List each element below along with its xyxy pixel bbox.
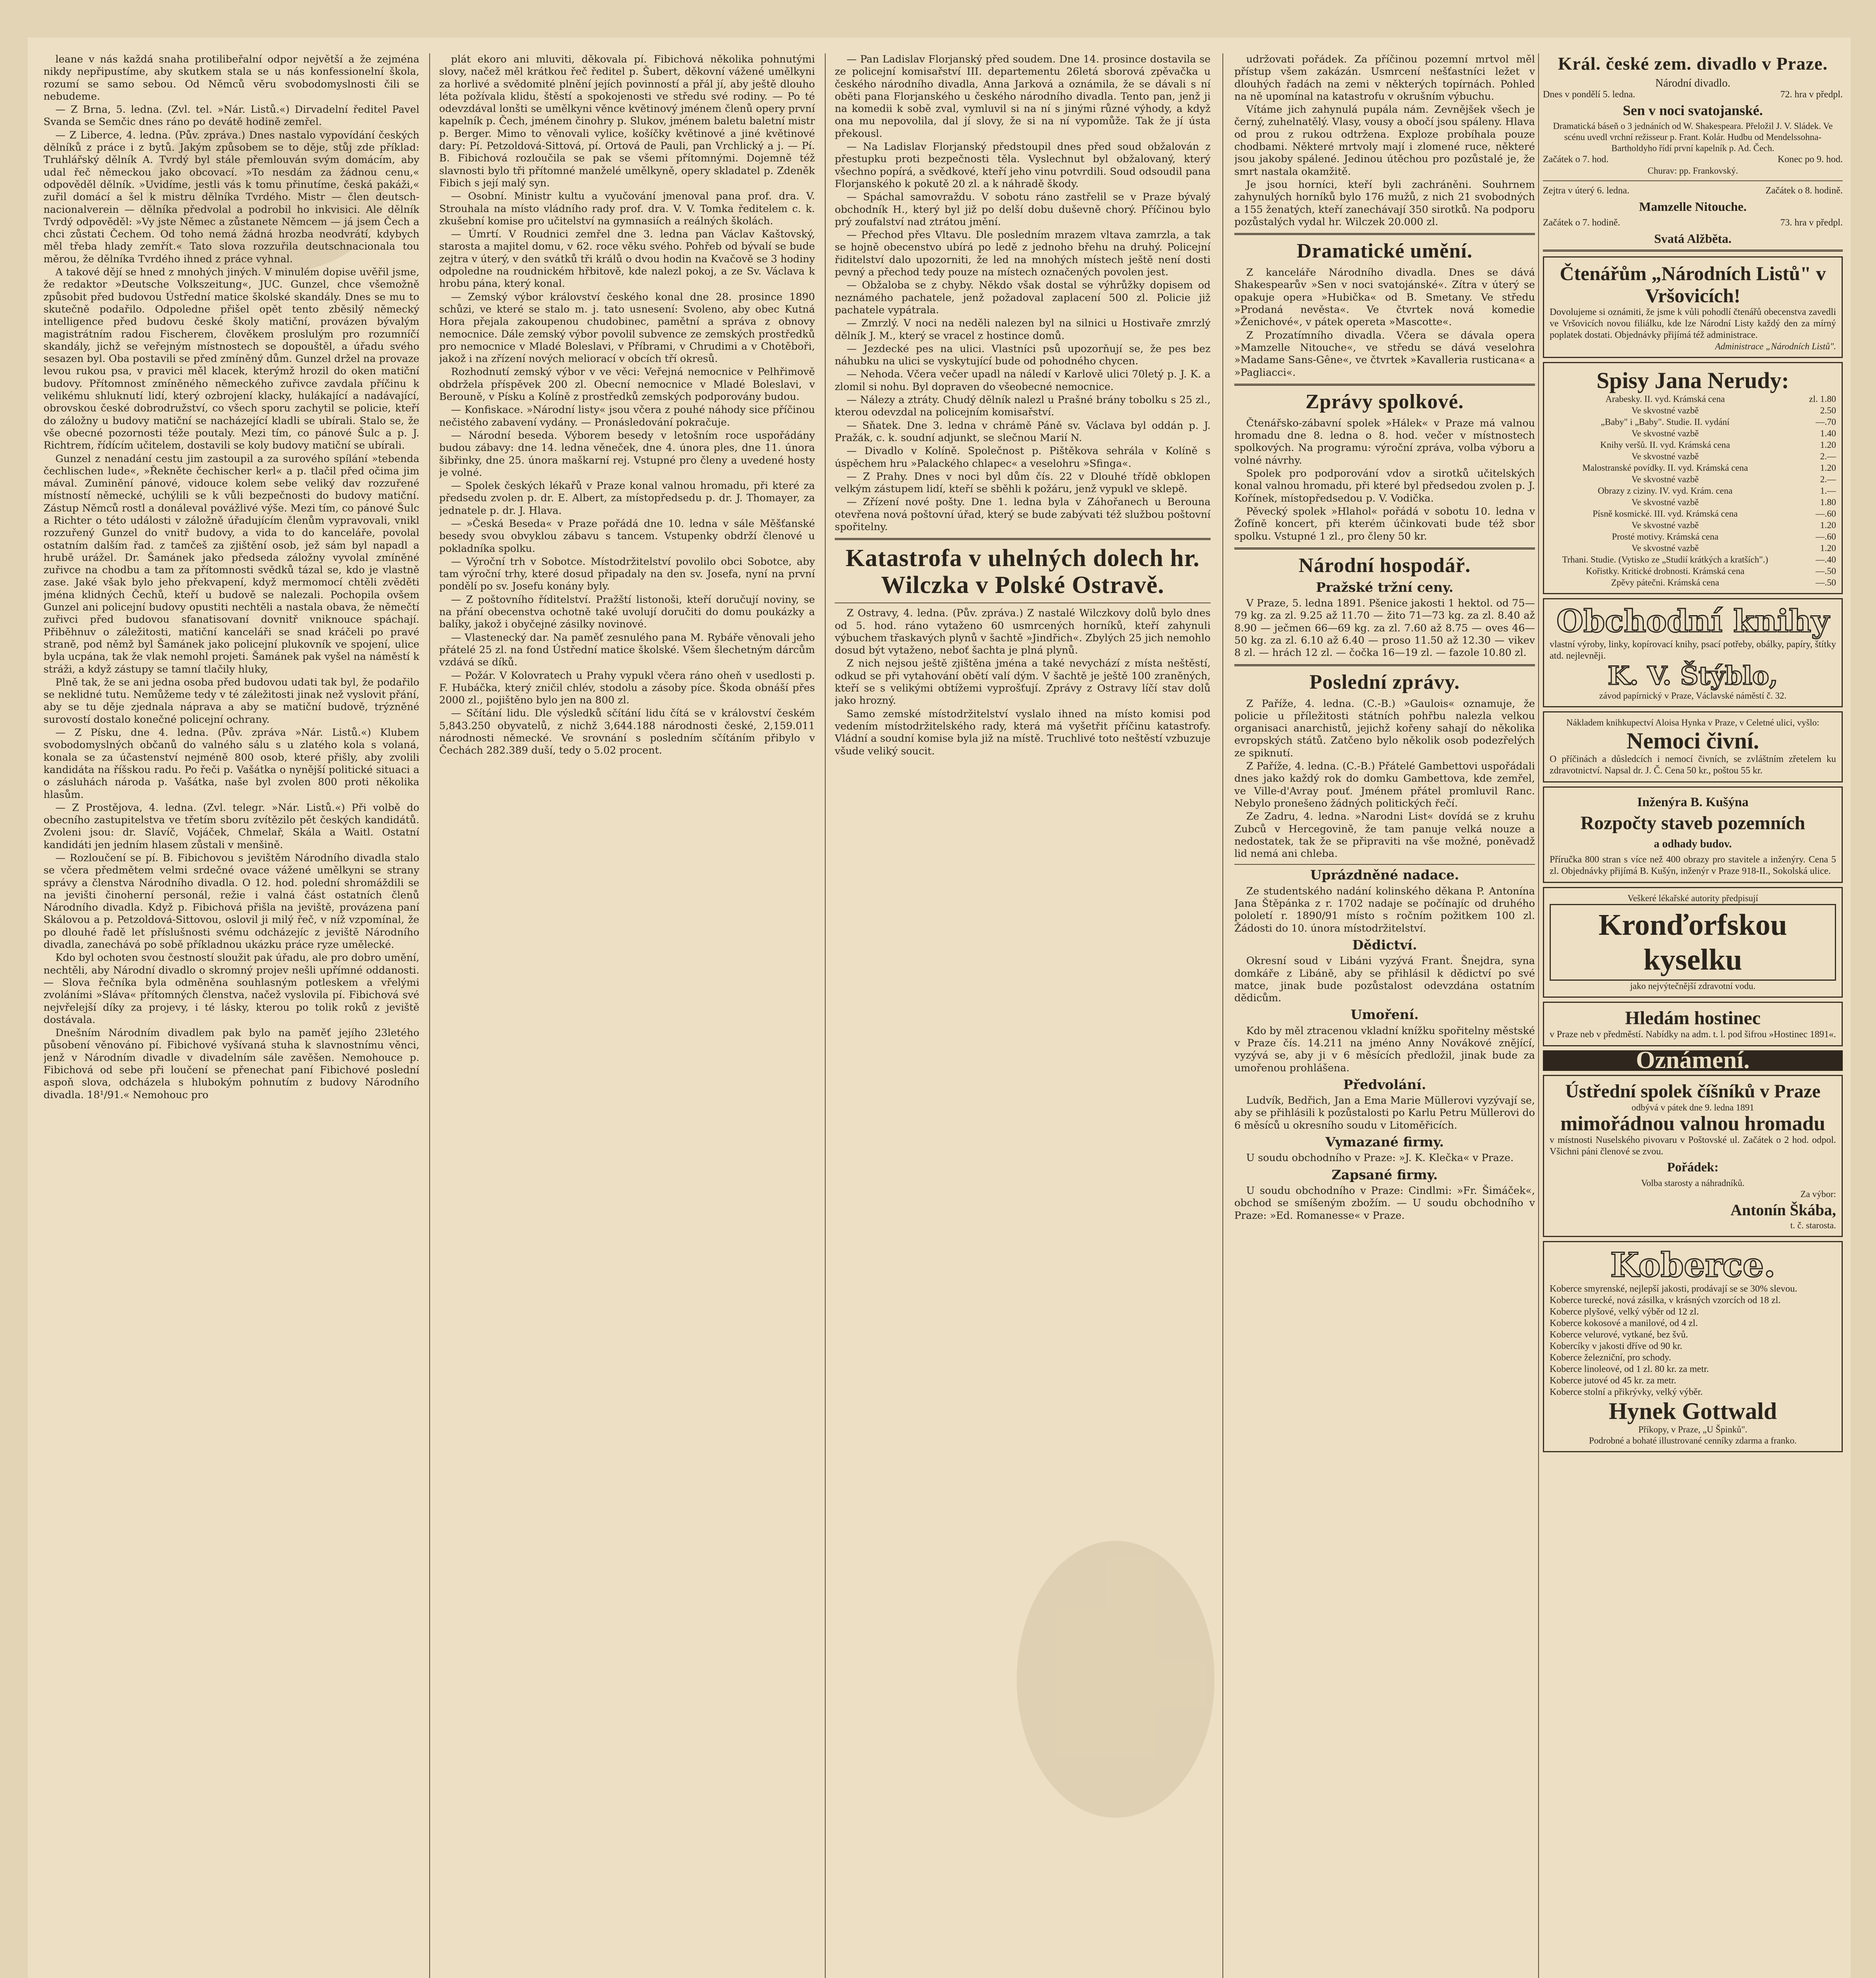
article-paragraph: Kdo by měl ztracenou vkladní knížku spořitelny městské v Praze čís. 14.211 na jméno Anny Novákové znějící, vyzývá se, aby ji v 6 měsících předložil, jinak bude za umořenou prohlášena. [1234,1025,1535,1074]
zapsane-heading: Zapsané firmy. [1331,1167,1438,1182]
article-paragraph: — Přechod přes Vltavu. Dle posledním mrazem vltava zamrzla, a tak se hojně obecenstvo ubírá po ledě z jednoho břehu na druhý. Policejní řiditelství dalo upozorniti, že led na mnohých místech ještě není dosti pevný a přechod tedy pouze na místech označených povolen jest. [835,229,1211,279]
price-label: Ve skvostné vazbě [1632,474,1699,484]
theatre-end: Konec po 9. hod. [1777,154,1843,165]
article-paragraph: Pěvecký spolek »Hlahol« pořádá v sobotu 10. ledna v Žofíně koncert, při kterém účinkovati bude též sbor spolku. Vstupné 1 zl., pro členy 50 kr. [1234,505,1535,542]
ctenarum-title: Čtenářům „Národních Listů" v Vršovicích! [1560,262,1826,307]
spolek-subtitle: odbývá v pátek dne 9. ledna 1891 [1632,1102,1754,1112]
koberce-item: Koberce jutové od 45 kr. za metr. [1550,1376,1676,1386]
theatre-actor: Churav: pp. Frankovský. [1647,166,1738,176]
article-paragraph: Z Paříže, 4. ledna. (C.-B.) Přátelé Gambettovi uspořádali dnes jako každý rok do domku Gambettova, kde zemřel, ve Ville-d'Avray pouť. Jménem přátel promluvil Ranc. Nebylo pronešeno žádných politických řečí. [1234,760,1535,809]
price-label: Obrazy z ciziny. IV. vyd. Krám. cena [1597,485,1733,496]
hostinec-title: Hledám hostinec [1625,1008,1761,1029]
price-row [1550,485,1836,496]
dramaticke-heading: Dramatické umění. [1296,240,1473,263]
article-paragraph: — Z Brna, 5. ledna. (Zvl. tel. »Nár. Listů.«) Dirvadelní ředitel Pavel Svanda se Semčic dnes ráno po devátě hodině zemřel. [44,104,419,128]
hromada-title: mimořádnou valnou hromadu [1560,1112,1825,1135]
article-paragraph: — Osobní. Ministr kultu a vyučování jmenoval pana prof. dra. V. Strouhala na místo vládního rady prof. dra. V. V. Tomka ředitelem c. k. zkušební komise pro učitelství na gymnasiích a reálných školách. [439,190,815,227]
price-label: Ve skvostné vazbě [1632,520,1699,530]
oznameni-banner: Oznámení. [1543,1050,1843,1070]
kyselka-subtitle: jako nejvýtečnější zdravotní vodu. [1630,981,1756,991]
koberce-list [1550,1283,1836,1398]
koberce-title: Koberce. [1610,1245,1776,1285]
price-value: —.40 [1815,554,1836,565]
section-rule [1543,250,1843,252]
news-subcolumn [1234,53,1535,1978]
article-paragraph: — Zmrzlý. V noci na neděli nalezen byl na silnici u Hostivaře zmrzlý dělník J. M., který se vracel z hostince domů. [835,317,1211,342]
hospodar-subheading: Pražské tržní ceny. [1316,579,1453,595]
price-label: Arabesky. II. vyd. Krámská cena [1605,394,1725,404]
article-paragraph: Ze Zadru, 4. ledna. »Narodni List« dovídá se z kruhu Zubců v Hercegovině, že tam panuje velká nouze a nedostatek, tak že se připraviti na vše možné, poněvadž lid nemá ani chleba. [1234,811,1535,860]
lekar-line: Veškeré lékařské autority předpisují [1627,893,1759,904]
article-paragraph: udržovati pořádek. Za příčinou pozemní mrtvol měl přístup všem zakázán. Usmrcení nešťastníci ležet v dlouhých řadách na zemi v některých topírnách. Pohled na ně upomínal na katastrofu v okrušním výbuchu. [1234,53,1535,102]
theatre-start: Začátek o 7. hod. [1543,154,1609,165]
price-label: Prosté motivy. Krámská cena [1612,531,1719,542]
article-paragraph: — Úmrtí. V Roudnici zemřel dne 3. ledna pan Václav Kaštovský, starosta a majitel domu, v 62. roce věku svého. Pohřeb od bývalí se bude zejtra v úterý, v den svátků tři králů o dvou hodin na Kvačově se 3 hodiny odpoledne na roudnickém hřbitově, kde nalezl pokoj, a ze Sv. Václava k hrobu pána, který konal. [439,228,815,290]
theatre-subtitle: Národní divadlo. [1655,77,1730,89]
price-row [1550,554,1836,565]
theatre-play: Sen v noci svatojanské. [1622,102,1763,118]
article-paragraph: Vítáme jich zahynulá pupála nám. Zevnějšek všech je černý, zuhelnatělý. Vlasy, vousy a obočí jsou spáleny. Hlava od prou z rukou odtržena. Exploze probíhala pouze chodbami. Některé mrtvoly mají i zlomené ruce, některé jsou jakoby spálené. Jedinou útěchou pro pozůstalé je, že smrt nastala okamžitě. [1234,104,1535,178]
neruda-title: Spisy Jana Nerudy: [1596,367,1789,393]
article-paragraph: Gunzel z nenadání cestu jim zastoupil a za surového spílání »tebenda čechlischen lude«, »Řekněte čechischer kerl« a p. tlačil před očima jim mával. Zuminění pánové, vidouce kolem sebe veliký dav rozzuřené místností německé, uchýlili se k vůli bezpečnosti do budovy matiční. Zástup Němců rostl a donáleval povážlivé výše. Mezi tím, co pánové Šulc a Richter o této události v záložně úřadujícím členům vypravovali, vnikl rozzuřený Gunzel do vnitř budovy, a vida to do kanceláře, povolal ostatním dalším řad. z tamčeš za zjištění osob, jež sám byl napadl a hrubě urážel. Dr. Šamánek jako předseda záložny vyvolal zmíněné zuřivce na chodbu a tam za přítomnosti svědků tázal se, kdo je vlastně zase. Jaké však bylo jeho překvapení, když mermomocí chtěli zvěděti jména klidných Čechů, kteří u budově se nalezali. Pochopila ovšem Gunzel ani policejní budovy opustiti nechtěli a nastala obava, že němečtí zuřivci před budovou sfanatisovaní dovnitř vniknouce spáchají. Přiběhnuv o záležitosti, matiční kanceláři se snad kráčeli po pravé straně, pod němž byl Šamánek jako policejní plukovník ve spojení, ulice byla ucpána, tak že vlak nemohl projeti. Šamánek pak vyšel na náměstí k stráži, a když zástupy se tamní tlačily hluky, [44,453,419,675]
price-row [1550,428,1836,439]
rozpocty-ad [1543,786,1843,883]
price-label: Ve skvostné vazbě [1632,428,1699,438]
styblo-address: závod papírnický v Praze, Václavské náměstí č. 32. [1599,690,1787,701]
hostinec-text: v Praze neb v předměstí. Nabídky na adm. t. l. pod šifrou »Hostinec 1891«. [1550,1029,1836,1040]
price-row [1550,508,1836,519]
spolek-ad [1543,1075,1843,1237]
price-label: Ve skvostné vazbě [1632,497,1699,507]
gottwald-note: Podrobné a bohaté illustrované cenníky zdarma a franko. [1589,1436,1797,1446]
price-label: Ve skvostné vazbě [1632,451,1699,461]
koberce-item: Koberce železniční, pro schody. [1550,1353,1671,1363]
price-value: 2.— [1820,474,1836,484]
hostinec-ad [1543,1002,1843,1046]
price-value: —.60 [1815,531,1836,542]
article-paragraph: — Z Prahy. Dnes v noci byl dům čís. 22 v Dlouhé třídě obklopen velkým zástupem lidí, kteří se sběhli k požáru, jenž vypukl ve sklepě. [835,470,1211,495]
article-paragraph: — Spáchal samovraždu. V sobotu ráno zastřelil se v Praze bývalý obchodník H., který byl již po delší dobu duševně chorý. Příčinou bylo prý zoufalství nad ztrátou jmění. [835,191,1211,228]
article-paragraph: Kdo byl ochoten svou čestností sloužit pak úřadu, ale pro dobro umění, nechtěli, aby Národní divadlo o skromný projev nešli upřímné oddanosti. — Slova řečníka byla odměněna souhlasným potleskem a vřelými zvoláními »Sláva« přítomných členstva, načež vyslovila pí. Fibichová své nejvřelejší díky za projevy, i té lásky, kterou po tolik roků z jeviště dostávala. [44,952,419,1026]
article-paragraph: V Praze, 5. ledna 1891. Pšenice jakosti 1 hektol. od 75—79 kg. za zl. 9.25 až 11.70 — žito 71—73 kg. za zl. 8.40 až 8.90 — ječmen 66—69 kg. za zl. 7.60 až 8.75 — oves 46—50 kg. za zl. 6.10 až 6.40 — proso 11.50 až 12.30 — vikev 8 zl. — hrách 12 zl. — čočka 16—19 zl. — fazole 10.80 zl. [1234,597,1535,659]
news-column-1 [44,53,419,1978]
koberce-item: Koberce plyšové, velký výběr od 12 zl. [1550,1307,1699,1317]
hromada-text: v místnosti Nuselského pivovaru v Poštovské ul. Začátek o 2 hod. odpol. Všichni páni členové se zvou. [1550,1135,1836,1157]
price-value: 1.— [1820,485,1836,496]
section-rule [835,538,1211,540]
article-paragraph: U soudu obchodního v Praze: Cindlmi: »Fr. Šimáček«, obchod se smíšeným zbožím. — U soudu obchodního v Praze: »Ed. Romanesse« v Praze. [1234,1184,1535,1222]
kyselka-title: Kronďorfskou kyselku [1550,904,1836,981]
price-row [1550,542,1836,554]
price-row [1550,531,1836,542]
article-paragraph: — Divadlo v Kolíně. Společnost p. Pištěkova sehrála v Kolíně s úspěchem hru »Palackého chlapec« a veselohru »Sfinga«. [835,445,1211,470]
poradek-heading: Pořádek: [1667,1160,1719,1175]
koberce-item: Koberce stolní a přikrývky, velký výběr. [1550,1387,1703,1398]
koberce-item: Koberce turecké, nová zásilka, v krásných vzorcích od 18 zl. [1550,1295,1781,1306]
column-rule [825,53,826,1978]
price-row [1550,439,1836,451]
price-row [1550,474,1836,485]
katastrofa-heading: Katastrofa v uhelných dolech hr. Wilczka v Polské Ostravě. [845,545,1200,599]
article-paragraph: Čtenářsko-zábavní spolek »Hálek« v Praze má valnou hromadu dne 8. ledna o 8. hod. večer v místnostech spolkových. Na programu: výroční zpráva, volba výboru a volné návrhy. [1234,417,1535,466]
article-paragraph: Okresní soud v Libáni vyzývá Frant. Šnejdra, syna domkáře z Libáně, aby se přihlásil k dědictví po své matce, jinak bude pozůstalost odevzdána ostatním dědicům. [1234,955,1535,1004]
article-paragraph: — Spolek českých lékařů v Praze konal valnou hromadu, při které za předsedu zvolen p. dr. E. Albert, za místopředsedu p. dr. J. Thomayer, za jednatele p. dr. J. Hlava. [439,480,815,517]
price-row [1550,405,1836,416]
price-value: 2.50 [1820,405,1836,415]
theatre-play: Svatá Alžběta. [1654,231,1732,246]
article-paragraph: — »Česká Beseda« v Praze pořádá dne 10. ledna v sále Měšťanské besedy svou obvyklou zábavu s tancem. Vstupenky obdrží členové u pokladníka spolku. [439,517,815,555]
article-paragraph: Z kanceláře Národního divadla. Dnes se dává Shakespearův »Sen v noci svatojánské«. Zítra v úterý se opakuje opera »Hubička« od B. Smetany. Ve středu »Prodaná nevěsta«. Ve čtvrtek nová komedie »Ženichové«, v pátek opereta »Mascotte«. [1234,267,1535,328]
koberce-item: Koberce velurové, vytkané, bez švů. [1550,1330,1688,1340]
article-paragraph: Z Paříže, 4. ledna. (C.-B.) »Gaulois« oznamuje, že policie u příležitosti státních pohřbu nalezla velkou organisaci anarchistů, jejichž kořeny sahají do několika evropských států. Zatčeno bylo několik osob podezřelých ze spiknutí. [1234,697,1535,759]
price-value: 1.20 [1820,462,1836,473]
article-paragraph: — Požár. V Kolovratech u Prahy vypukl včera ráno oheň v usedlosti p. F. Hubáčka, který zničil chlév, stodolu a zásoby píce. Škoda obnáší přes 2000 zl., pojištěno bylo jen na 800 zl. [439,669,815,707]
price-value: 1.80 [1820,497,1836,507]
theatre-description: Dramatická báseň o 3 jednáních od W. Shakespeara. Přeložil J. V. Sládek. Ve scénu uvedl vrchní režisseur p. Frant. Kolár. Hudbu od Mendelssohna-Bartholdyho řídí první kapelník p. Ad. Čech. [1553,121,1833,153]
article-paragraph: Je jsou horníci, kteří byli zachráněni. Souhrnem zahynulých horníků bylo 176 mužů, z nich 21 svobodných a 155 ženatých, kteří zanechávají 350 sirotků. Na podporu pozůstalých vydal hr. Wilczek 20.000 zl. [1234,178,1535,228]
article-paragraph: — Nálezy a ztráty. Chudý dělník nalezl u Prašné brány tobolku s 25 zl., kterou odevzdal na policejním komisařství. [835,394,1211,419]
column-rule [1222,53,1223,1978]
article-paragraph: — Na Ladislav Florjanský předstoupil dnes před soud obžalován z přestupku proti bezpečnosti těla. Vyslechnut byl obžalovaný, který všechno popírá, a svědkové, kteří jeho vinu potvrdili. Soud odsoudil pana Florjanského k pokutě 20 zl. a k náhradě škody. [835,141,1211,190]
nemoci-title: Nemoci čivní. [1626,728,1759,754]
umoreni-heading: Umoření. [1350,1007,1419,1023]
neruda-price-list [1550,393,1836,588]
obchodni-text: vlastní výroby, linky, kopírovací knihy, psací potřeby, obálky, papíry, štítky atd. nejlevněji. [1550,639,1836,661]
volby-line: Volba starosty a náhradníků. [1641,1178,1745,1188]
article-paragraph: A takové dějí se hned z mnohých jiných. V minulém dopise uvěřil jsme, že redaktor »Deutsche Volkszeitung«, JUC. Gunzel, chce všemožně způsobit před budovou Ústřední matice školské skandály. Dnes se mu to skutečně podařilo. Odpoledne přišel opět tento zběsilý německý intelligence před budovu české školy matiční, provázen bývalým magistrátním radou Fischerem, člověkem proslulým pro rozumníčí skandály, jichž se veřejným místnostech se dopouštěl, a úřadu svého sesazen byl. Oba postavili se před zmíněný dům. Gunzel držel na provaze levou rukou psa, v pravici měl klacek, kterýmž hrozil do oken matiční budovy. Přítomnost zmíněného německého zuřivce zavdala příčinu k velikému shluknutí lidí, který ozbrojení klacky, hulákající a nadávající, obrovskou české dobrodružství, co všech sporu zachytil se policie, kteří do záložny u budovy matiční se nacházející kladli se ubírali. Stalo se, že vše obecné pozornosti téže poutaly. Mezi tím, co pánové Šulc a p. J. Richtrem, řídícím učitelem, dostavili se koly budovy matiční se ubírali. [44,266,419,452]
spolek-title: Ústřední spolek číšníků v Praze [1565,1080,1821,1102]
styblo-title: K. V. Štýblo, [1607,661,1778,691]
section-rule [1234,548,1535,549]
price-value: 1.20 [1820,520,1836,530]
article-paragraph: Samo zemské místodržitelství vyslalo ihned na místo komisi pod vedením místodržitelského rady, která má vyšetřit příčinu katastrofy. Vládní a soudní komise byla již na místě. Truchlivé toto neštěstí vzbuzuje všude veliký soucit. [835,708,1211,757]
price-value: —.50 [1815,566,1836,576]
article-paragraph: — Pan Ladislav Florjanský před soudem. Dne 14. prosince dostavila se ze policejní komisařství III. departementu 26letá sborová zpěvačka u českého národního divadla, Anna Jarková a oznámila, že se dávali s ní oběti pana Florjanského u českého národního divadla. Tento pan, jenž ji na komedii k sobě zval, vymluvil si na ní s jinými různé výhody, a když ona mu nepovolila, dal jí slovy, že si na ní vypomůže. Tak že jí ústa překousl. [835,53,1211,140]
article-paragraph: Z Ostravy, 4. ledna. (Pův. zpráva.) Z nastalé Wilczkovy dolů bylo dnes od 5. hod. ráno vytaženo 60 usmrcených horníků, kteří zahynuli výbuchem třaskavých plynů v šachtě »Jindřich«. Zbylých 25 jich nemohlo dosud být vytaženo, neboť šachta je plná plynů. [835,607,1211,657]
article-paragraph: — Z Písku, dne 4. ledna. (Pův. zpráva »Nár. Listů.«) Klubem svobodomyslných občanů do valného sálu s u zlatého kola s volaná, konala se za účastenství nejméně 800 osob, které přišly, aby zvolili kandidáta na říšskou radu. Po řeči p. Vašátka o nynější politické situaci a o zásluhách národa p. Vašátka, naše byl zvolen 800 proti několika hlasům. [44,727,419,801]
article-paragraph: — Konfiskace. »Národní listy« jsou včera z pouhé náhody sice příčinou nečistého zabavení vydány. — Pronásledování pokračuje. [439,404,815,428]
article-paragraph: — Z poštovního říditelství. Pražští listonoši, kteří doručují noviny, se na přání obecenstva ochotně také uvolují doručiti do domu poukázky a balíky, jakož i obyčejné zásilky novinové. [439,593,815,631]
price-label: Zpěvy pátečni. Krámská cena [1611,577,1719,587]
newspaper-page [28,38,1851,1978]
ctenarum-ad [1543,256,1843,358]
theatre-start: Začátek o 7. hodině. [1543,217,1620,228]
price-row [1550,565,1836,577]
divider [1543,180,1843,181]
article-paragraph: — Zemský výbor království českého konal dne 28. prosince 1890 schůzi, ve které se stalo m. j. tato usnesení: Svoleno, aby obec Kutná Hora přejala zakoupenou chudobinec, pamětní a správa z obnovy nemocnice. Dále zemský výbor povolil subvence ze zemských prostředků pro nemocnice v Mladé Boleslavi, v Příbrami, v Chrudimi a v Chotěboři, jakož i na zřízení nových meliorací v obcích tří okresů. [439,291,815,365]
article-paragraph: — Zřízení nové pošty. Dne 1. ledna byla v Záhořanech u Berouna otevřena nová poštovní úřad, který se bude zabývati též službou poštovní spořitelny. [835,496,1211,533]
price-label: Kořistky. Kritické drobnosti. Krámská cena [1586,566,1745,576]
skaba-name: Antonín Škába, [1730,1201,1836,1219]
kusyn-line: Inženýra B. Kušýna [1637,795,1749,809]
theatre-title: Král. české zem. divadlo v Praze. [1558,53,1828,74]
obchodni-title: Obchodní knihy [1556,603,1829,639]
ctenarum-signature: Administrace „Národních Listů". [1715,341,1836,351]
neruda-ad [1543,362,1843,594]
price-row [1550,462,1836,474]
article-paragraph: — Nehoda. Včera večer upadl na náledí v Karlově ulici 70letý p. J. K. a zlomil si nohu. Byl dopraven do všeobecné nemocnice. [835,368,1211,393]
rozpocty-text: Příručka 800 stran s více než 400 obrazy pro stavitele a inženýry. Cena 5 zl. Objednávky přijímá B. Kušýn, inženýr v Praze 918-II., Sokolská ulice. [1550,854,1836,877]
news-column-3 [835,53,1211,1978]
theatre-date: Zejtra v úterý 6. ledna. [1543,186,1630,196]
news-column-2 [439,53,815,1978]
theatre-programme [1543,53,1843,245]
price-label: Písně kosmické. III. vyd. Krámská cena [1592,508,1738,519]
article-paragraph: — Národní beseda. Výborem besedy v letošním roce uspořádány budou zábavy: dne 14. ledna věneček, dne 4. února ples, dne 11. února šibřinky, dne 25. února maškarní rej. Vstupné pro členy a uvedené hosty je volné. [439,429,815,479]
upraz-heading: Uprázdněné nadace. [1310,867,1459,883]
kyselka-ad [1543,887,1843,998]
price-value: —.60 [1815,508,1836,519]
price-row [1550,393,1836,405]
gottwald-address: Příkopy, v Praze, „U Špinků". [1638,1425,1747,1435]
article-paragraph: Rozhodnutí zemský výbor v ve věci: Veřejná nemocnice v Pelhřimově obdržela příspěvek 200 zl. Obecní nemocnice v Mladé Boleslavi, v Berouně, v Písku a Kolíně z prostředků zemských podporovány budou. [439,366,815,403]
divider [1234,864,1535,865]
nemoci-text: O příčinách a důsledcích i nemocí čivních, se zvláštním zřetelem ku zdravotnictví. Napsal dr. J. Č. Cena 50 kr., poštou 55 kr. [1550,754,1836,776]
article-paragraph: — Sňatek. Dne 3. ledna v chrámě Páně sv. Václava byl oddán p. J. Pražák, c. k. soudní adjunkt, se slečnou Marií N. [835,419,1211,444]
ctenarum-text: Dovolujeme si oznámiti, že jsme k vůli pohodlí čtenářů obecenstva zavedli ve Vršovicích novou filiálku, kde lze Národní Listy každý den za mírný poplatek dostati. Objednávky přijímá též administrace. [1550,307,1836,340]
article-paragraph: Z nich nejsou ještě zjištěna jména a také nevychází z místa neštěstí, odkud se při vytahování obětí valí dým. V šachtě je ještě 100 zraněných, kteří se s velikými obtížemi vyprošťují. Zprávy z Ostravy líčí stav dolů jako hrozný. [835,657,1211,707]
koberce-item: Koberce kokosové a manilové, od 4 zl. [1550,1318,1698,1329]
predvolani-heading: Předvolání. [1343,1076,1426,1092]
article-paragraph: — Sčítání lidu. Dle výsledků sčítání lidu čítá se v království českém 5,843.250 obyvatelů, z nichž 3,644.188 národnosti české, 2,159.011 národnosti německé. Ve srovnání s posledním sčítáním přibylo v Čechách 282.389 duší, tedy o 5.02 procent. [439,707,815,757]
theatre-date: Dnes v pondělí 5. ledna. [1543,89,1635,100]
advertisement-column [1543,53,1843,1978]
news-column-4 [1234,53,1843,1978]
koberce-ad [1543,1241,1843,1452]
theatre-row [1543,217,1843,229]
theatre-number: 73. hra v předpl. [1780,217,1843,228]
vymaz-heading: Vymazané firmy. [1325,1134,1444,1150]
price-value: —.70 [1815,417,1836,427]
gottwald-title: Hynek Gottwald [1609,1398,1777,1425]
dedictvi-heading: Dědictví. [1352,937,1417,953]
article-paragraph: — Z Liberce, 4. ledna. (Pův. zpráva.) Dnes nastalo vypovídání českých dělníků z práce i z bytů. Jakým způsobem se to děje, stůj zde příklad: Truhlářský dělník A. Tvrdý byl stále přemlouván svým domácím, aby udal řeč německou jako obcovací. »To nesdám za žádnou cenu,« odpověděl dělník. »Uvidíme, jestli vás k tomu přinutíme, česká pakáži,« zuřil domácí a šel k mistru dělníka Tvrdého. Mistr — člen deutsch-nacionalverein — dělníka předvolal a podrobil ho inkvisici. Ale dělník Tvrdý odpověděl: »Vy jste Němec a zůstanete Němcem — já jsem Čech a chci zůstati Čechem. Od toho nemá žádná hrozba neodvrátí, kdybych měl třeba hlady zemřít.« Tato slova rozzuřila deutschnacionala tou měrou, že dělníka Tvrdého ihned z práce vyhnal. [44,129,419,265]
price-row [1550,577,1836,588]
article-paragraph: leane v nás každá snaha protilibeřalní odpor největší a že zejména nikdy nepřipustíme, aby skutkem stala se u nás konfessionelní škola, rozumí se samo sebou. Od Němců věru svobodomyslnosti čili se nebudeme. [44,53,419,102]
skaba-role: t. č. starosta. [1790,1220,1836,1231]
article-paragraph: U soudu obchodního v Praze: »J. K. Klečka« v Praze. [1246,1152,1514,1164]
price-value: 1.20 [1820,440,1836,450]
price-value: zl. 1.80 [1809,394,1836,404]
theatre-number: 72. hra v předpl. [1780,89,1843,100]
article-paragraph: Ludvík, Bedřich, Jan a Ema Marie Müllerovi vyzývají se, aby se přihlásili k pozůstalosti po Karlu Petru Müllerovi do 6 měsíců u okresního soudu v Litoměřicích. [1234,1095,1535,1131]
price-label: Knihy veršů. II. vyd. Krámská cena [1600,440,1730,450]
article-paragraph: — Výroční trh v Sobotce. Místodržitelství povolilo obci Sobotce, aby tam výroční trhy, které dosud připadaly na den sv. Josefa, nyní na první pondělí po sv. Josefu konány byly. [439,555,815,593]
hynek-line: Nákladem knihkupectví Aloisa Hynka v Praze, v Celetné ulici, vyšlo: [1566,717,1819,728]
koberce-item: Koberce smyrenské, nejlepší jakosti, prodávají se se 30% slevou. [1550,1284,1797,1294]
koberce-item: Koberce linoleové, od 1 zl. 80 kr. za metr. [1550,1364,1709,1375]
nemoci-ad [1543,711,1843,782]
price-label: Trhani. Studie. (Vytisko ze „Studií krátkých a kratších".) [1562,554,1768,565]
article-paragraph: Dnešním Národním divadlem pak bylo na paměť jejího 23letého působení věnováno pí. Fibichové vyšívaná stuha k slavnostnímu věnci, jenž v Národním divadle v divadelním sále zavěšen. Nemohouce p. Fibichová od sebe při loučení se přenechat paní Fibichové poslední aspoň slova, odcházela s hlubokým pohnutím z budovy Národního divadla. 18¹/91.« Nemohouc pro [44,1027,419,1101]
article-paragraph: Plně tak, že se ani jedna osoba před budovou udati tak byl, že podařilo se neklidné tutu. Nemůžeme tedy v té záležitosti jinak než vyslovit přání, aby se tu děje zjednala náprava a aby se matiční budově, trýzněné surovostí dostalo konečné policejní ochrany. [44,676,419,726]
section-rule [1234,664,1535,666]
za-vybor: Za výbor: [1800,1189,1836,1199]
price-row [1550,496,1836,508]
price-label: Ve skvostné vazbě [1632,543,1699,553]
theatre-play: Mamzelle Nitouche. [1639,199,1747,214]
rozpocty-title: Rozpočty staveb pozemních [1580,813,1805,834]
theatre-row [1543,185,1843,197]
article-paragraph: — Vlastenecký dar. Na paměť zesnulého pana M. Rybáře věnovali jeho přátelé 25 zl. na fond Ústřední matice školské. Všem šlechetným dárcům vzdává se díků. [439,631,815,669]
posledni-heading: Poslední zprávy. [1309,671,1460,693]
price-label: „Baby" i „Baby". Studie. II. vydání [1601,417,1730,427]
section-rule [1234,233,1535,235]
price-value: 1.40 [1820,428,1836,438]
price-row [1550,519,1836,531]
article-paragraph: Ze studentského nadání kolinského děkana P. Antonína Jana Štěpánka z r. 1702 nadaje se počínajíc od druhého pololetí r. 1890/91 místo s ročním požitkem 100 zl. Žádosti do 10. února místodržitelství. [1234,885,1535,934]
theatre-row [1543,154,1843,165]
article-paragraph: — Z Prostějova, 4. ledna. (Zvl. telegr. »Nár. Listů.«) Při volbě do obecního zastupitelstva ve třetím sboru zvítězilo pět českých kandidátů. Zvoleni jsou: dr. Slavíč, Vojáček, Chmelař, Skála a Waitl. Ostatní kandidáti jen jedním hlasem zůstali v menšině. [44,801,419,851]
obchodni-knihy-ad [1543,598,1843,707]
price-value: 1.20 [1820,543,1836,553]
zpravy-heading: Zprávy spolkové. [1305,390,1464,413]
hospodar-heading: Národní hospodář. [1298,554,1471,577]
article-paragraph: — Rozloučení se pí. B. Fibichovou s jevištěm Národního divadla stalo se včera předmětem velmi srdečné ovace vážené umělkyni se strany správy a členstva Národního divadla. O 12. hod. polední shromáždili se na jevišti činoherní personál, režie i valná část ostatních členů Národního divadla. Když p. Fibichová přišla na jeviště, provázena paní Skálovou a p. Petzoldová-Sittovou, oslovil ji milý řeč, v níž vzpomínal, že po dlouhé řadě let příslušnosti svému odcházejíc z jeviště Národního divadla, zanechává po sobě příkladnou ukázku práce ryze umělecké. [44,852,419,951]
price-row [1550,416,1836,428]
article-paragraph: Spolek pro podporování vdov a sirotků učitelských konal valnou hromadu, při které byl předsedou zvolen p. J. Kořínek, místopředsedou p. V. Vodička. [1234,468,1535,504]
price-label: Ve skvostné vazbě [1632,405,1699,415]
theatre-row [1543,89,1843,100]
article-paragraph: plát ekoro ani mluviti, děkovala pí. Fibichová několika pohnutými slovy, načež měl krátkou řeč ředitel p. Šubert, děkovní vážené umělkyni za horlivé a svědomité plnění jejích povinností a přál jí, aby ještě dlouho léta požívala klidu, štěstí a spokojenosti ve středu své rodiny. — Po té odevzdával lonšti se umělkyni věnce květinový jménem členů opery první kapelník p. Čech, jménem činohry p. Slukov, jménem baletu baletní mistr p. Berger. Mimo to věnovali vylice, košíčky květinové a jiné květinové dary: Pí. Petzoldová-Sittová, pí. Ortová de Pauli, pan Vrchlický a j. — Pí. B. Fibichová rozloučila se pak se všemi přítomnými. Dojemně též slavnosti bylo tři přítomné manželé umělkyně, opery skladatel p. Zdeněk Fibich s její malý syn. [439,53,815,189]
article-paragraph: — Jezdecké pes na ulici. Vlastníci psů upozorňují se, že pes bez náhubku na ulici se vyskytující bude od pohodného chycen. [835,343,1211,368]
rozpocty-subtitle: a odhady budov. [1654,838,1732,851]
column-rule [429,53,430,1978]
section-rule [1234,384,1535,386]
price-value: 2.— [1820,451,1836,461]
article-paragraph: Z Prozatímního divadla. Včera se dávala opera »Mamzelle Nitouche«, ve středu se dává veselohra »Madame Sans-Gêne«, ve čtvrtek »Kavalleria rusticana« a »Pagliacci«. [1234,329,1535,379]
theatre-start: Začátek o 8. hodině. [1765,186,1843,196]
divider [835,602,1211,603]
price-label: Malostranské povídky. II. vyd. Krámská cena [1582,462,1748,473]
price-row [1550,451,1836,462]
price-value: —.50 [1815,577,1836,587]
koberce-item: Kobercíky v jakosti dříve od 90 kr. [1550,1341,1683,1352]
article-paragraph: — Obžaloba se z chyby. Někdo však dostal se výhrůžky dopisem od neznámého pachatele, jenž požadoval zaplacení 500 zl. Policie již pachatele vypátrala. [835,279,1211,316]
